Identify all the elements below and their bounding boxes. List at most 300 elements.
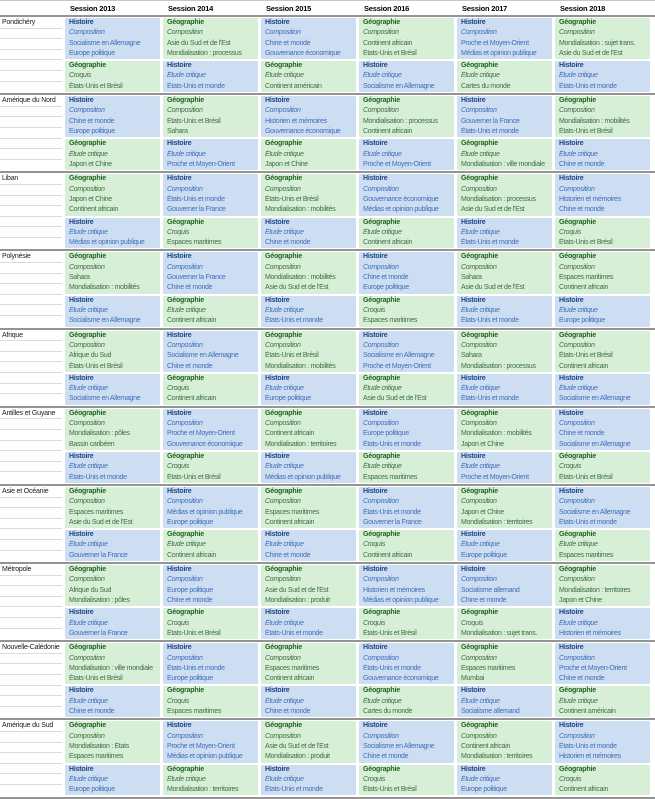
exercise-label: Composition [461, 732, 497, 740]
subject-label: Géographie [265, 409, 302, 417]
exercise-label: Étude critique [461, 306, 500, 314]
topic-label: Espaces maritimes [265, 664, 320, 672]
topic-label: Chine et monde [559, 206, 605, 214]
region-grid-line [0, 472, 62, 483]
topic-label: Espaces maritimes [559, 551, 614, 559]
column-header: Session 2013 [70, 4, 116, 13]
exercise-label: Composition [167, 263, 203, 271]
subject-label: Géographie [461, 253, 498, 261]
topic-label: Proche et Moyen-Orient [461, 473, 529, 481]
region-name: Liban [0, 174, 62, 185]
exercise-label: Croquis [363, 775, 386, 783]
subject-block [359, 96, 454, 137]
topic-label: Europe politique [69, 128, 115, 136]
subject-label: Histoire [167, 487, 192, 495]
exercise-label: Composition [265, 420, 301, 428]
subject-label: Géographie [363, 609, 400, 617]
session-cell [261, 252, 359, 326]
session-cell [457, 331, 555, 405]
topic-label: États-Unis et monde [265, 317, 323, 325]
topic-label: Socialisme en Allemagne [363, 743, 435, 750]
subject-label: Géographie [69, 644, 106, 652]
subject-block [163, 174, 258, 215]
subject-block [359, 18, 454, 59]
subject-block [457, 61, 552, 92]
topic-label: Mondialisation : pôles [69, 596, 130, 604]
subject-label: Géographie [265, 62, 302, 70]
subject-block [359, 374, 454, 405]
subject-label: Histoire [69, 687, 94, 695]
subject-label: Histoire [363, 487, 388, 495]
subject-block [163, 139, 258, 170]
topic-label: Continent africain [559, 362, 609, 370]
exercise-label: Croquis [559, 463, 582, 471]
subject-block [555, 409, 650, 450]
subject-block [163, 608, 258, 639]
region-grid-line [0, 352, 62, 363]
subject-label: Histoire [265, 531, 290, 539]
session-cell [163, 643, 261, 717]
topic-label: Socialisme allemand [461, 586, 520, 594]
topic-label: Europe politique [69, 49, 115, 57]
subject-block [555, 530, 650, 561]
session-cell [261, 409, 359, 483]
header-row [0, 1, 655, 17]
subject-block [457, 331, 552, 372]
subject-label: Géographie [265, 331, 302, 339]
topic-label: Europe politique [559, 317, 605, 325]
topic-label: Socialisme en Allemagne [559, 395, 631, 403]
topic-label: Gouvernance économique [265, 49, 341, 57]
topic-label: Médias et opinion publique [461, 49, 537, 57]
topic-label: Gouvernance économique [265, 128, 341, 136]
region-row [0, 564, 655, 642]
subject-label: Histoire [461, 218, 486, 226]
subject-label: Histoire [265, 452, 290, 460]
subject-block [359, 608, 454, 639]
topic-label: Asie du Sud et de l'Est [167, 39, 231, 47]
subject-label: Géographie [559, 452, 596, 460]
subject-label: Histoire [265, 218, 290, 226]
subject-label: Géographie [559, 19, 596, 26]
topic-label: Proche et Moyen-Orient [363, 362, 431, 370]
topic-label: Europe politique [265, 395, 311, 403]
topic-label: États-Unis et Brésil [167, 117, 221, 125]
exercise-label: Étude critique [461, 541, 500, 549]
region-grid-line [0, 540, 62, 551]
subject-label: Géographie [69, 62, 106, 70]
subject-block [457, 174, 552, 215]
subject-label: Histoire [167, 253, 192, 261]
session-cell [261, 487, 359, 561]
subject-block [261, 331, 356, 372]
subject-block [163, 374, 258, 405]
topic-label: Socialisme en Allemagne [69, 317, 141, 325]
session-cell [163, 565, 261, 639]
subject-label: Histoire [559, 62, 584, 70]
subject-block [555, 296, 650, 327]
subject-label: Géographie [69, 409, 106, 417]
exercise-label: Composition [559, 107, 595, 115]
exercise-label: Croquis [559, 775, 582, 783]
topic-label: Mondialisation : produit [265, 596, 330, 604]
subject-block [359, 565, 454, 606]
column-header: Session 2018 [560, 4, 606, 13]
topic-label: Europe politique [461, 786, 507, 794]
subject-label: Géographie [461, 644, 498, 652]
exercise-label: Étude critique [265, 697, 304, 705]
topic-label: Chine et monde [265, 551, 311, 559]
exercise-label: Étude critique [461, 228, 500, 236]
topic-label: Chine et monde [167, 362, 213, 370]
subject-block [163, 18, 258, 59]
topic-label: États-Unis et monde [461, 317, 519, 325]
subject-block [261, 565, 356, 606]
exercise-label: Étude critique [69, 541, 108, 549]
subject-label: Histoire [559, 140, 584, 148]
region-grid-line [0, 529, 62, 540]
region-row [0, 251, 655, 329]
topic-label: Asie du Sud et de l'Est [363, 395, 427, 403]
subject-label: Géographie [559, 218, 596, 226]
topic-label: Asie du Sud et de l'Est [265, 284, 329, 292]
region-grid-line [0, 629, 62, 640]
topic-label: Mondialisation : sujet trans. [461, 629, 538, 637]
exercise-label: Composition [461, 576, 497, 584]
topic-label: États-Unis et Brésil [559, 352, 613, 360]
subject-block [65, 18, 160, 59]
region-name-column [0, 409, 65, 483]
region-grid-line [0, 295, 62, 306]
subject-label: Géographie [461, 175, 498, 183]
region-grid-line [0, 29, 62, 40]
subject-block [359, 61, 454, 92]
topic-label: Japon et Chine [69, 195, 112, 203]
subject-block [163, 686, 258, 717]
subject-block [163, 296, 258, 327]
subject-label: Histoire [559, 609, 584, 617]
region-grid-line [0, 607, 62, 618]
topic-label: Mondialisation : mobilités [265, 206, 336, 214]
subject-block [555, 96, 650, 137]
exercise-label: Composition [559, 498, 595, 506]
session-cell [359, 252, 457, 326]
subject-block [163, 252, 258, 293]
topic-label: Continent africain [265, 518, 315, 526]
exercise-label: Croquis [167, 385, 190, 393]
exercise-label: Croquis [167, 619, 190, 627]
subject-label: Géographie [559, 253, 596, 261]
subject-label: Géographie [265, 175, 302, 183]
subject-block [163, 643, 258, 684]
subject-label: Histoire [167, 62, 192, 70]
region-grid-line [0, 160, 62, 171]
subject-block [65, 252, 160, 293]
exercise-label: Composition [167, 654, 203, 662]
topic-label: Socialisme en Allemagne [167, 352, 239, 360]
subject-block [163, 530, 258, 561]
exercise-label: Étude critique [461, 385, 500, 393]
topic-label: Continent africain [363, 128, 413, 136]
column-header: Session 2017 [462, 4, 508, 13]
exercise-label: Étude critique [265, 150, 304, 158]
region-grid-line [0, 71, 62, 82]
region-name: Métropole [0, 565, 62, 576]
region-name-column [0, 487, 65, 561]
region-grid-line [0, 586, 62, 597]
subject-block [555, 608, 650, 639]
region-grid-line [0, 753, 62, 764]
subject-label: Histoire [167, 140, 192, 148]
topic-label: Médias et opinion publique [167, 753, 243, 761]
exercise-label: Composition [363, 654, 399, 662]
topic-label: Europe politique [461, 551, 507, 559]
subject-label: Géographie [363, 531, 400, 539]
region-grid-line [0, 654, 62, 665]
region-name-column [0, 643, 65, 717]
topic-label: Socialisme en Allemagne [363, 352, 435, 360]
topic-label: Mondialisation : mobilités [461, 430, 532, 438]
topic-label: États-Unis et monde [461, 128, 519, 136]
subject-block [457, 565, 552, 606]
subject-block [457, 374, 552, 405]
session-cell [65, 721, 163, 795]
topic-label: Socialisme en Allemagne [69, 39, 141, 47]
topic-label: Japon et Chine [69, 160, 112, 168]
subject-block [261, 686, 356, 717]
exercise-label: Étude critique [167, 775, 206, 783]
region-grid-line [0, 675, 62, 686]
session-cell [261, 174, 359, 248]
session-cell [457, 643, 555, 717]
session-cell [163, 487, 261, 561]
subject-label: Géographie [559, 531, 596, 539]
region-grid-line [0, 227, 62, 238]
subject-label: Géographie [559, 687, 596, 695]
subject-label: Histoire [461, 374, 486, 382]
topic-label: Asie du Sud et de l'Est [265, 743, 329, 750]
subject-block [555, 18, 650, 59]
session-cell [359, 96, 457, 170]
exercise-label: Étude critique [265, 72, 304, 80]
exercise-label: Croquis [363, 306, 386, 314]
topic-label: États-Unis et monde [265, 786, 323, 794]
region-row [0, 642, 655, 720]
session-cell [163, 252, 261, 326]
subject-label: Géographie [559, 566, 596, 574]
session-cell [261, 721, 359, 795]
subject-block [457, 721, 552, 762]
region-grid-line [0, 732, 62, 743]
topic-label: Mondialisation : processus [167, 49, 242, 57]
region-name: Polynésie [0, 252, 62, 263]
session-cell [555, 409, 653, 483]
topic-label: Afrique du Sud [69, 586, 112, 594]
subject-label: Histoire [265, 19, 290, 26]
topic-label: Chine et monde [559, 675, 605, 683]
subject-block [163, 96, 258, 137]
topic-label: Mondialisation : pôles [69, 430, 130, 438]
exercise-label: Composition [265, 654, 301, 662]
subject-block [65, 686, 160, 717]
topic-label: Continent africain [363, 39, 413, 47]
subject-label: Géographie [461, 722, 498, 730]
exercise-label: Étude critique [69, 306, 108, 314]
topic-label: Proche et Moyen-Orient [559, 664, 627, 672]
subject-block [65, 174, 160, 215]
session-cell [555, 331, 653, 405]
exercise-label: Étude critique [265, 541, 304, 549]
exercise-label: Composition [559, 263, 595, 271]
topic-label: Mumbai [461, 675, 485, 683]
region-name-column [0, 331, 65, 405]
topic-label: États-Unis et Brésil [69, 675, 123, 683]
exercise-label: Composition [559, 185, 595, 193]
subject-label: Géographie [69, 253, 106, 261]
region-row [0, 720, 655, 798]
subject-block [65, 643, 160, 684]
topic-label: Mondialisation : processus [461, 362, 536, 370]
topic-label: États-Unis et Brésil [559, 239, 613, 247]
exercise-label: Composition [69, 29, 105, 37]
subject-block [555, 331, 650, 372]
exercise-label: Composition [69, 263, 105, 271]
region-grid-line [0, 774, 62, 785]
subject-label: Histoire [69, 765, 94, 773]
topic-label: États-Unis et monde [167, 82, 225, 90]
topic-label: Socialisme en Allemagne [559, 508, 631, 516]
region-grid-line [0, 462, 62, 473]
subject-block [359, 218, 454, 249]
session-cell [457, 96, 555, 170]
subject-label: Histoire [461, 687, 486, 695]
region-grid-line [0, 217, 62, 228]
region-row [0, 408, 655, 486]
topic-label: Proche et Moyen-Orient [167, 430, 235, 438]
topic-label: Mondialisation : territoires [167, 786, 239, 794]
region-grid-line [0, 60, 62, 71]
subject-label: Histoire [265, 687, 290, 695]
region-name: Pondichéry [0, 18, 62, 29]
topic-label: États-Unis et monde [559, 518, 617, 526]
region-grid-line [0, 430, 62, 441]
session-cell [555, 487, 653, 561]
session-cell [359, 18, 457, 92]
topic-label: Gouvernance économique [363, 675, 439, 683]
subject-label: Géographie [461, 331, 498, 339]
topic-label: Japon et Chine [265, 160, 308, 168]
subject-label: Géographie [167, 531, 204, 539]
topic-label: Europe politique [167, 518, 213, 526]
subject-block [555, 61, 650, 92]
exercise-label: Étude critique [559, 385, 598, 393]
subject-block [163, 61, 258, 92]
session-cell [65, 18, 163, 92]
region-grid-line [0, 206, 62, 217]
corner-cell [0, 1, 65, 15]
topic-label: États-Unis et monde [461, 239, 519, 247]
subject-block [261, 61, 356, 92]
topic-label: Europe politique [167, 586, 213, 594]
session-cell [359, 487, 457, 561]
region-row [0, 17, 655, 95]
subject-label: Géographie [363, 19, 400, 26]
subject-label: Géographie [363, 452, 400, 460]
topic-label: Continent africain [363, 551, 413, 559]
subject-block [457, 487, 552, 528]
region-grid-line [0, 39, 62, 50]
session-cell [359, 721, 457, 795]
region-grid-line [0, 498, 62, 509]
exercise-label: Composition [265, 107, 301, 115]
topic-label: États-Unis et Brésil [363, 786, 417, 794]
topic-label: Continent africain [69, 206, 119, 214]
topic-label: Europe politique [363, 284, 409, 292]
region-grid-line [0, 764, 62, 775]
exercise-label: Composition [167, 498, 203, 506]
region-grid-line [0, 785, 62, 796]
session-cell [261, 565, 359, 639]
exercise-label: Composition [167, 341, 203, 349]
subject-block [555, 374, 650, 405]
exercise-label: Composition [363, 420, 399, 428]
exercise-label: Composition [461, 420, 497, 428]
topic-label: Gouverner la France [363, 518, 422, 526]
session-cell [359, 331, 457, 405]
topic-label: Mondialisation : mobilités [265, 274, 336, 282]
subject-label: Géographie [363, 97, 400, 105]
subject-block [457, 296, 552, 327]
exercise-label: Étude critique [265, 619, 304, 627]
subject-block [457, 409, 552, 450]
session-cell [457, 721, 555, 795]
subject-block [457, 452, 552, 483]
exercise-label: Étude critique [167, 150, 206, 158]
session-cell [555, 721, 653, 795]
session-cell [359, 565, 457, 639]
topic-label: Médias et opinion publique [69, 239, 145, 247]
subject-label: Histoire [363, 331, 388, 339]
subject-label: Géographie [461, 62, 498, 70]
subject-label: Géographie [69, 566, 106, 574]
topic-label: Gouvernance économique [167, 440, 243, 448]
topic-label: Japon et Chine [461, 508, 504, 516]
region-name: Amérique du Sud [0, 721, 62, 732]
subject-label: Histoire [167, 175, 192, 183]
topic-label: Sahara [69, 274, 90, 282]
subject-block [457, 218, 552, 249]
topic-label: Mondialisation : territoires [461, 753, 533, 761]
region-grid-line [0, 384, 62, 395]
session-cell [163, 409, 261, 483]
exercise-label: Composition [461, 29, 497, 37]
session-cell [457, 174, 555, 248]
subject-block [555, 643, 650, 684]
subject-block [359, 139, 454, 170]
subject-block [359, 452, 454, 483]
exercise-label: Étude critique [69, 385, 108, 393]
topic-label: Mondialisation : processus [363, 117, 438, 125]
exercise-label: Composition [363, 341, 399, 349]
subject-block [65, 452, 160, 483]
topic-label: États-Unis et Brésil [167, 473, 221, 481]
topic-label: Cartes du monde [461, 82, 511, 90]
subject-label: Histoire [363, 253, 388, 261]
region-grid-line [0, 284, 62, 295]
subject-label: Géographie [69, 722, 106, 730]
session-cell [163, 18, 261, 92]
session-cell [555, 18, 653, 92]
